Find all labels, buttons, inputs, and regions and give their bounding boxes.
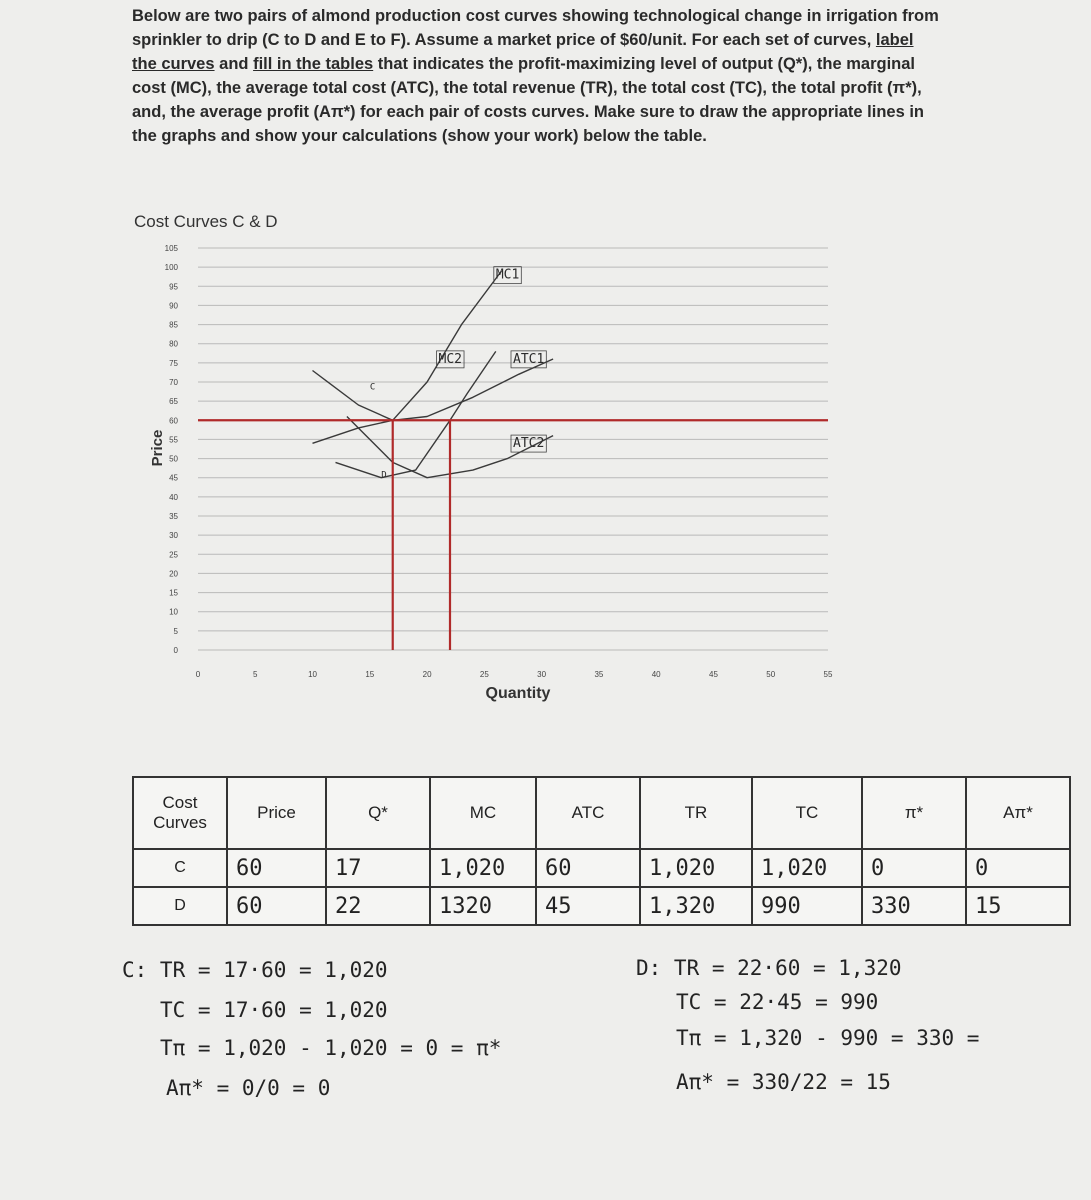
section-title: Cost Curves C & D: [134, 212, 278, 231]
y-tick-label: 100: [164, 263, 178, 273]
cell-avg-profit-c[interactable]: 0: [966, 849, 1070, 887]
x-tick-label: 45: [709, 670, 718, 679]
work-d-line-3: Tπ = 1,320 - 990 = 330 =: [676, 1026, 980, 1050]
curve-label: ATC2: [513, 436, 545, 452]
cell-profit-d[interactable]: 330: [862, 887, 966, 925]
curve-label: ATC1: [513, 351, 545, 367]
y-tick-label: 20: [169, 569, 178, 579]
y-tick-label: 85: [169, 320, 178, 330]
instructions-text-2: and: [219, 55, 249, 73]
results-table: [132, 776, 1071, 926]
point-label: C: [369, 382, 376, 393]
curve-mc1: [313, 271, 502, 443]
y-tick-label: 25: [169, 550, 178, 560]
work-c-line-1: C: TR = 17·60 = 1,020: [122, 958, 388, 982]
instructions-text-1: Below are two pairs of almond production cost curves showing technological change in irrigation from sprinkler to drip (C to D and E to F). Assume a market price of $60/unit. For each set of curves,: [132, 7, 939, 49]
y-tick-label: 70: [169, 378, 178, 387]
cell-price-d[interactable]: 60: [227, 887, 326, 925]
header-q-star: Q*: [326, 777, 430, 849]
x-tick-label: 30: [537, 670, 547, 679]
y-tick-label: 95: [169, 282, 178, 292]
instructions-fill-tables: fill in the tables: [253, 55, 374, 73]
x-tick-label: 35: [594, 670, 604, 679]
curve-label: MC2: [438, 351, 463, 367]
y-tick-label: 40: [169, 492, 178, 502]
curve-label: MC1: [495, 267, 520, 283]
header-price: Price: [227, 777, 326, 849]
instructions: [132, 4, 942, 148]
x-tick-label: 20: [422, 670, 432, 679]
cost-curves-chart: [140, 230, 860, 710]
work-c-line-4: Aπ* = 0/0 = 0: [166, 1076, 331, 1100]
work-d-line-2: TC = 22·45 = 990: [676, 990, 879, 1014]
y-tick-label: 60: [169, 416, 178, 426]
cell-price-c[interactable]: 60: [227, 849, 326, 887]
x-tick-label: 10: [308, 670, 317, 679]
y-tick-label: 50: [169, 454, 178, 464]
cell-atc-c[interactable]: 60: [536, 849, 640, 887]
y-tick-label: 10: [169, 607, 178, 617]
work-d-line-1: D: TR = 22·60 = 1,320: [636, 956, 902, 980]
cell-tr-d[interactable]: 1,320: [640, 887, 752, 925]
header-avg-profit: Aπ*: [966, 777, 1070, 849]
point-label: D: [381, 470, 387, 481]
cell-tc-c[interactable]: 1,020: [752, 849, 862, 887]
y-tick-label: 5: [173, 626, 178, 636]
x-axis-label: Quantity: [485, 685, 551, 702]
header-cost-curves: Cost Curves: [133, 777, 227, 849]
x-tick-labels: [196, 670, 833, 679]
work-c-line-2: TC = 17·60 = 1,020: [160, 998, 388, 1022]
y-axis-label: Price: [149, 429, 166, 467]
x-tick-label: 50: [766, 670, 776, 679]
cell-profit-c[interactable]: 0: [862, 849, 966, 887]
header-mc: MC: [430, 777, 536, 849]
x-tick-label: 55: [823, 670, 833, 679]
y-tick-label: 15: [169, 588, 178, 598]
y-tick-labels: [165, 244, 179, 655]
y-tick-label: 35: [169, 512, 178, 521]
work-d-line-4: Aπ* = 330/22 = 15: [676, 1070, 891, 1094]
table-row: [133, 887, 1070, 925]
cell-q-d[interactable]: 22: [326, 887, 430, 925]
y-tick-label: 30: [169, 531, 178, 541]
y-tick-label: 75: [169, 358, 178, 368]
header-profit: π*: [862, 777, 966, 849]
instructions-label-curves: label the curves: [132, 31, 914, 73]
cell-tr-c[interactable]: 1,020: [640, 849, 752, 887]
row-label-c: C: [133, 849, 227, 887]
x-tick-label: 25: [479, 670, 489, 679]
x-tick-label: 40: [651, 670, 661, 679]
table-row: [133, 849, 1070, 887]
y-tick-label: 65: [169, 397, 178, 407]
y-tick-label: 105: [164, 244, 178, 253]
cell-avg-profit-d[interactable]: 15: [966, 887, 1070, 925]
cell-tc-d[interactable]: 990: [752, 887, 862, 925]
cell-mc-c[interactable]: 1,020: [430, 849, 536, 887]
cell-mc-d[interactable]: 1320: [430, 887, 536, 925]
cell-atc-d[interactable]: 45: [536, 887, 640, 925]
cell-q-c[interactable]: 17: [326, 849, 430, 887]
y-tick-label: 55: [169, 435, 178, 445]
y-tick-label: 45: [169, 473, 178, 483]
x-tick-label: 15: [365, 670, 375, 679]
header-tr: TR: [640, 777, 752, 849]
header-tc: TC: [752, 777, 862, 849]
work-c-line-3: Tπ = 1,020 - 1,020 = 0 = π*: [160, 1036, 502, 1060]
table-header-row: [133, 777, 1070, 849]
y-tick-label: 0: [173, 646, 178, 655]
x-tick-label: 5: [253, 670, 258, 679]
row-label-d: D: [133, 887, 227, 925]
header-atc: ATC: [536, 777, 640, 849]
y-tick-label: 80: [169, 339, 178, 349]
y-tick-label: 90: [169, 301, 178, 311]
instructions-text-3: that indicates the profit-maximizing level of output (Q*), the marginal cost (MC), the average total cost (ATC), the total revenue (TR), the total cost (TC), the total profit (π*), and, the average profit (Aπ*) for each pair of costs curves. Make sure to draw the appropriate lines in the graphs and show your calculations (show your work) below the table.: [132, 55, 924, 145]
x-tick-label: 0: [195, 670, 201, 679]
